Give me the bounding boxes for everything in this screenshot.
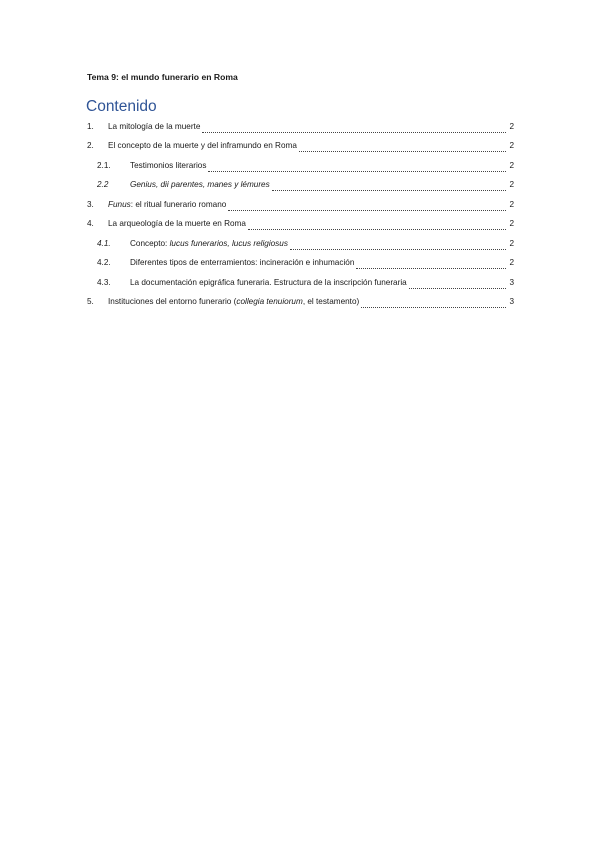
toc-leader-dots: [202, 123, 506, 133]
toc-entry-label: La mitología de la muerte: [108, 122, 201, 131]
toc-entry-page: 2: [509, 161, 514, 170]
toc-entry-page: 2: [509, 200, 514, 209]
toc-entry[interactable]: [97, 257, 514, 269]
toc-entry-label: Genius, dii parentes, manes y lémures: [130, 180, 270, 189]
toc-entry-number: 3.: [87, 200, 94, 209]
toc-entry-label: La arqueología de la muerte en Roma: [108, 219, 246, 228]
toc-entry[interactable]: [97, 277, 514, 289]
toc-entry[interactable]: [87, 218, 514, 230]
toc-entry-number: 5.: [87, 297, 94, 306]
toc-leader-dots: [409, 279, 506, 289]
toc-entry-page: 2: [509, 219, 514, 228]
toc-entry[interactable]: [87, 121, 514, 133]
toc-leader-dots: [228, 201, 506, 211]
toc-entry[interactable]: [87, 199, 514, 211]
toc-entry-number: 1.: [87, 122, 94, 131]
toc-entry[interactable]: [97, 160, 514, 172]
toc-entry[interactable]: [97, 179, 514, 191]
toc-entry-page: 2: [509, 239, 514, 248]
toc-entry-page: 2: [509, 141, 514, 150]
toc-leader-dots: [248, 220, 506, 230]
toc-leader-dots: [356, 259, 506, 269]
toc-entry-number: 4.: [87, 219, 94, 228]
document-title: Tema 9: el mundo funerario en Roma: [87, 72, 238, 82]
toc-entry-label: La documentación epigráfica funeraria. Estructura de la inscripción funeraria: [130, 278, 407, 287]
toc-entry-number: 4.2.: [97, 258, 111, 267]
toc-entry-number: 2.: [87, 141, 94, 150]
toc-entry-label: Instituciones del entorno funerario (collegia tenuiorum, el testamento): [108, 297, 360, 306]
toc-entry-number: 2.1.: [97, 161, 111, 170]
toc-leader-dots: [290, 240, 506, 250]
toc-leader-dots: [361, 298, 506, 308]
toc-entry-label: Testimonios literarios: [130, 161, 207, 170]
toc-leader-dots: [272, 181, 506, 191]
toc-entry[interactable]: [87, 140, 514, 152]
toc-leader-dots: [299, 142, 506, 152]
toc-entry-label: Concepto: lucus funerarios, lucus religiosus: [130, 239, 288, 248]
toc-entry-page: 3: [509, 297, 514, 306]
toc-entry-page: 2: [509, 122, 514, 131]
toc-heading: Contenido: [86, 98, 157, 115]
toc-entry-label: El concepto de la muerte y del inframundo en Roma: [108, 141, 297, 150]
toc-entry-number: 2.2: [97, 180, 109, 189]
toc-entry-label: Diferentes tipos de enterramientos: incineración e inhumación: [130, 258, 355, 267]
toc-entry-page: 2: [509, 258, 514, 267]
toc-entry[interactable]: [97, 238, 514, 250]
toc-entry-page: 2: [509, 180, 514, 189]
toc-entry-number: 4.3.: [97, 278, 111, 287]
toc-entry-number: 4.1.: [97, 239, 111, 248]
toc-entry[interactable]: [87, 296, 514, 308]
toc-entry-label: Funus: el ritual funerario romano: [108, 200, 227, 209]
toc-entry-page: 3: [509, 278, 514, 287]
toc-leader-dots: [208, 162, 506, 172]
